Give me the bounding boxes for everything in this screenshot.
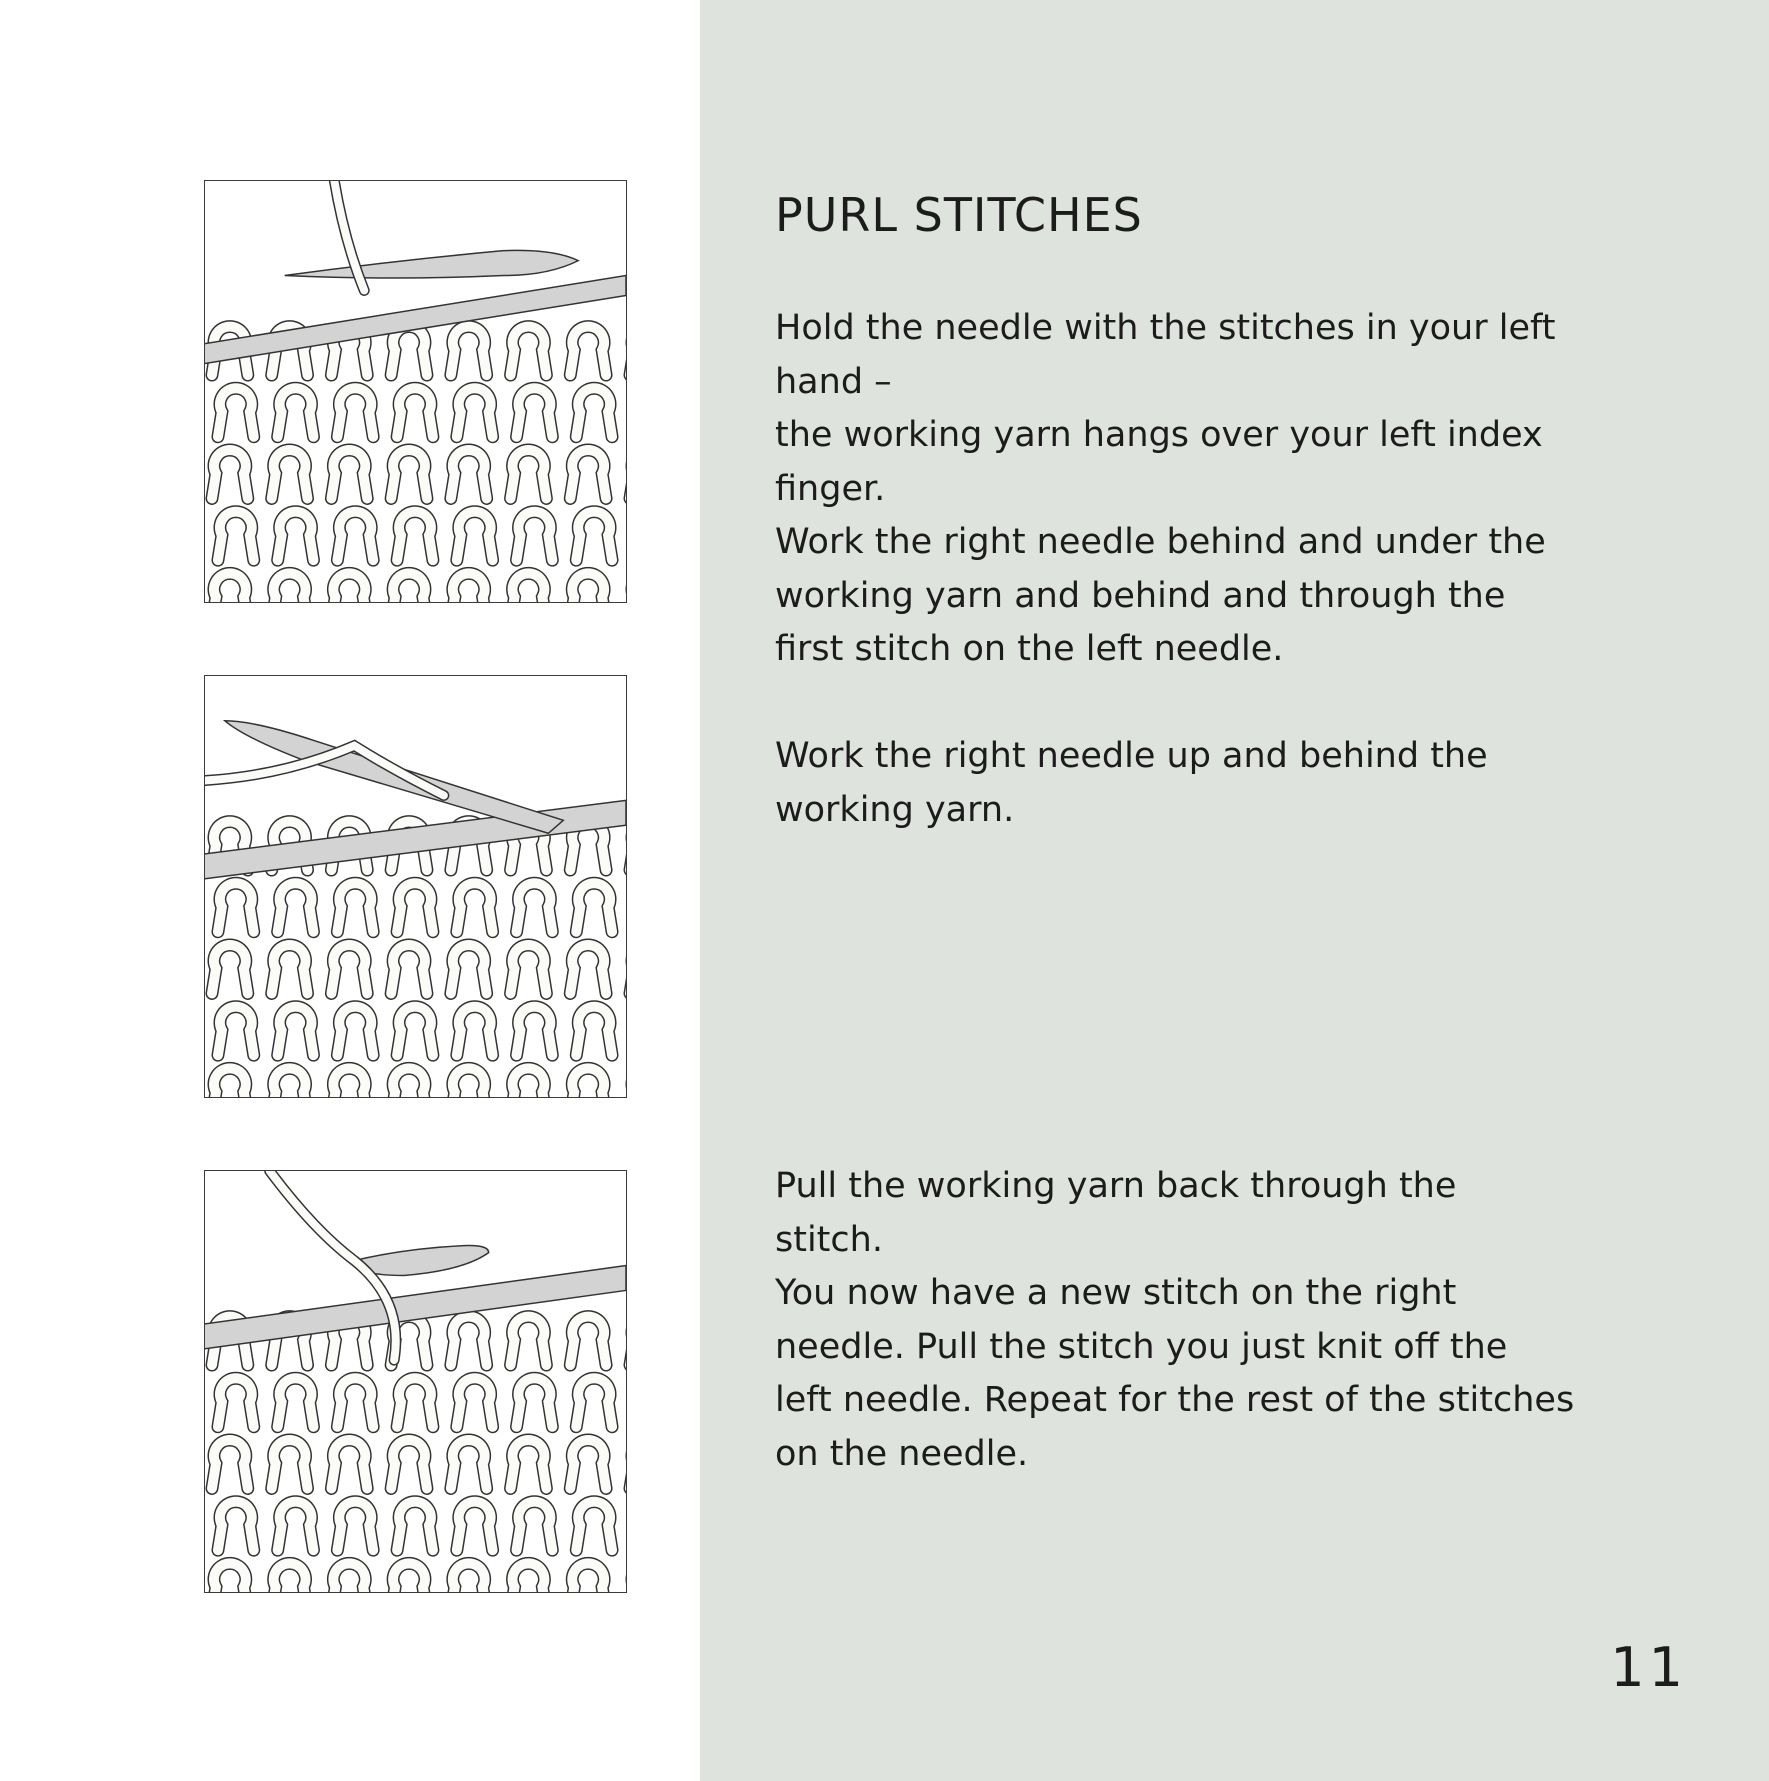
page-number: 11 — [1610, 1636, 1687, 1699]
stitch-loop-fill — [457, 1007, 493, 1056]
left-needle — [205, 276, 626, 366]
stitch-loop-fill — [511, 945, 547, 994]
stitch-loop-fill — [570, 327, 606, 376]
stitch-loop-fill — [576, 1502, 612, 1551]
stitch-loop-fill — [517, 1502, 553, 1551]
page-title: PURL STITCHES — [775, 188, 1143, 242]
stitch-loop-fill — [451, 1563, 487, 1592]
knitting-diagram-3 — [205, 1171, 626, 1592]
stitch-loop-fill — [570, 945, 606, 994]
stitch-loop-fill — [517, 1378, 553, 1427]
stitch-loop-fill — [397, 883, 433, 932]
knitting-diagram-1 — [205, 181, 626, 602]
stitch-loop-fill — [212, 573, 248, 602]
stitch-loop-fill — [511, 1068, 547, 1097]
stitch-loop-fill — [272, 945, 308, 994]
stitch-loop-fill — [576, 512, 612, 561]
stitch-loop-fill — [272, 1068, 308, 1097]
stitch-loop-fill — [511, 450, 547, 499]
stitch-loop-fill — [517, 883, 553, 932]
stitch-loop-fill — [391, 1440, 427, 1489]
stitch-loop-fill — [457, 512, 493, 561]
stitch-loop-fill — [272, 450, 308, 499]
stitch-loop-fill — [457, 1502, 493, 1551]
stitch-loop-fill — [511, 573, 547, 602]
stitch-loop-fill — [451, 1440, 487, 1489]
stitch-loop-fill — [272, 573, 308, 602]
stitch-loop-fill — [517, 512, 553, 561]
stitch-loop-fill — [391, 1563, 427, 1592]
stitch-loop-fill — [331, 1068, 367, 1097]
stitch-loop-fill — [511, 1563, 547, 1592]
stitch-loop-fill — [212, 450, 248, 499]
stitch-loop-fill — [272, 1563, 308, 1592]
stitch-loop-fill — [457, 1378, 493, 1427]
knitting-diagram-2 — [205, 676, 626, 1097]
stitch-loop-fill — [331, 945, 367, 994]
stitch-loop-fill — [218, 1502, 254, 1551]
stitch-loop-fill — [511, 1317, 547, 1366]
stitch-loop-fill — [391, 327, 427, 376]
stitch-loop-fill — [331, 450, 367, 499]
stitch-loop-fill — [576, 1378, 612, 1427]
stitch-loop-fill — [570, 450, 606, 499]
stitch-loop-fill — [331, 1440, 367, 1489]
stitch-loop-fill — [576, 388, 612, 437]
stitch-loop-fill — [457, 883, 493, 932]
stitch-loop-fill — [397, 1378, 433, 1427]
stitch-loop-fill — [511, 1440, 547, 1489]
stitch-loop-fill — [218, 1378, 254, 1427]
stitch-loop-fill — [218, 388, 254, 437]
stitch-loop-fill — [451, 573, 487, 602]
stitch-loop-fill — [397, 1007, 433, 1056]
stitch-loop-fill — [570, 1440, 606, 1489]
stitch-loop-fill — [391, 573, 427, 602]
stitch-loop-fill — [391, 1068, 427, 1097]
stitch-loop-fill — [218, 512, 254, 561]
stitch-loop-fill — [451, 1068, 487, 1097]
stitch-loop-fill — [391, 945, 427, 994]
stitch-loop-fill — [278, 388, 314, 437]
stitch-loop-fill — [212, 1068, 248, 1097]
left-needle — [205, 1266, 626, 1351]
right-needle — [285, 250, 579, 278]
stitch-loop-fill — [397, 388, 433, 437]
stitch-loop-fill — [511, 327, 547, 376]
stitch-loop-fill — [337, 388, 373, 437]
stitch-loop-fill — [397, 512, 433, 561]
stitch-loop-fill — [570, 1317, 606, 1366]
stitch-loop-fill — [337, 1007, 373, 1056]
stitch-loop-fill — [218, 1007, 254, 1056]
stitch-loop-fill — [451, 327, 487, 376]
stitch-loop-fill — [337, 512, 373, 561]
stitch-loop-fill — [212, 1563, 248, 1592]
step-3-instructions: Pull the working yarn back through the stitch. You now have a new stitch on the right needle. Pull the stitch you just knit off the left needle. Repeat for the rest of the stitches on the needle. — [775, 1166, 1575, 1474]
purl-step-1-illustration — [204, 180, 627, 603]
stitch-loop-fill — [278, 1502, 314, 1551]
right-text-panel — [700, 0, 1769, 1781]
knitted-fabric — [205, 1317, 626, 1592]
stitch-loop-fill — [331, 573, 367, 602]
stitch-loop-fill — [337, 1502, 373, 1551]
stitch-loop-fill — [272, 1440, 308, 1489]
stitch-loop-fill — [576, 1007, 612, 1056]
stitch-loop-fill — [278, 1007, 314, 1056]
stitch-loop-fill — [397, 1502, 433, 1551]
stitch-loop-fill — [337, 1378, 373, 1427]
stitch-loop-fill — [218, 883, 254, 932]
stitch-loop-fill — [331, 1563, 367, 1592]
stitch-loop-fill — [451, 1317, 487, 1366]
stitch-loop-fill — [212, 1440, 248, 1489]
right-needle — [225, 721, 563, 833]
step-1-instructions: Hold the needle with the stitches in your left hand – the working yarn hangs over your left index finger. Work the right needle behind and under the working yarn and behind and through the first stitch on the left needle. Work the right needle up and behind the working yarn. — [775, 308, 1556, 830]
stitch-loop-fill — [212, 945, 248, 994]
stitch-loop-fill — [570, 1068, 606, 1097]
stitch-loop-fill — [337, 883, 373, 932]
stitch-loop-fill — [457, 388, 493, 437]
stitch-loop-fill — [570, 573, 606, 602]
stitch-loop-fill — [278, 883, 314, 932]
right-needle — [354, 1246, 488, 1276]
purl-step-2-illustration — [204, 675, 627, 1098]
stitch-loop-fill — [451, 450, 487, 499]
stitch-loop-fill — [451, 945, 487, 994]
stitch-loop-fill — [278, 1378, 314, 1427]
knitted-fabric — [205, 327, 626, 602]
stitch-loop-fill — [517, 1007, 553, 1056]
stitch-loop-fill — [570, 1563, 606, 1592]
stitch-loop-fill — [517, 388, 553, 437]
stitch-loop-fill — [391, 450, 427, 499]
purl-step-3-illustration — [204, 1170, 627, 1593]
stitch-loop-fill — [576, 883, 612, 932]
stitch-loop-fill — [278, 512, 314, 561]
